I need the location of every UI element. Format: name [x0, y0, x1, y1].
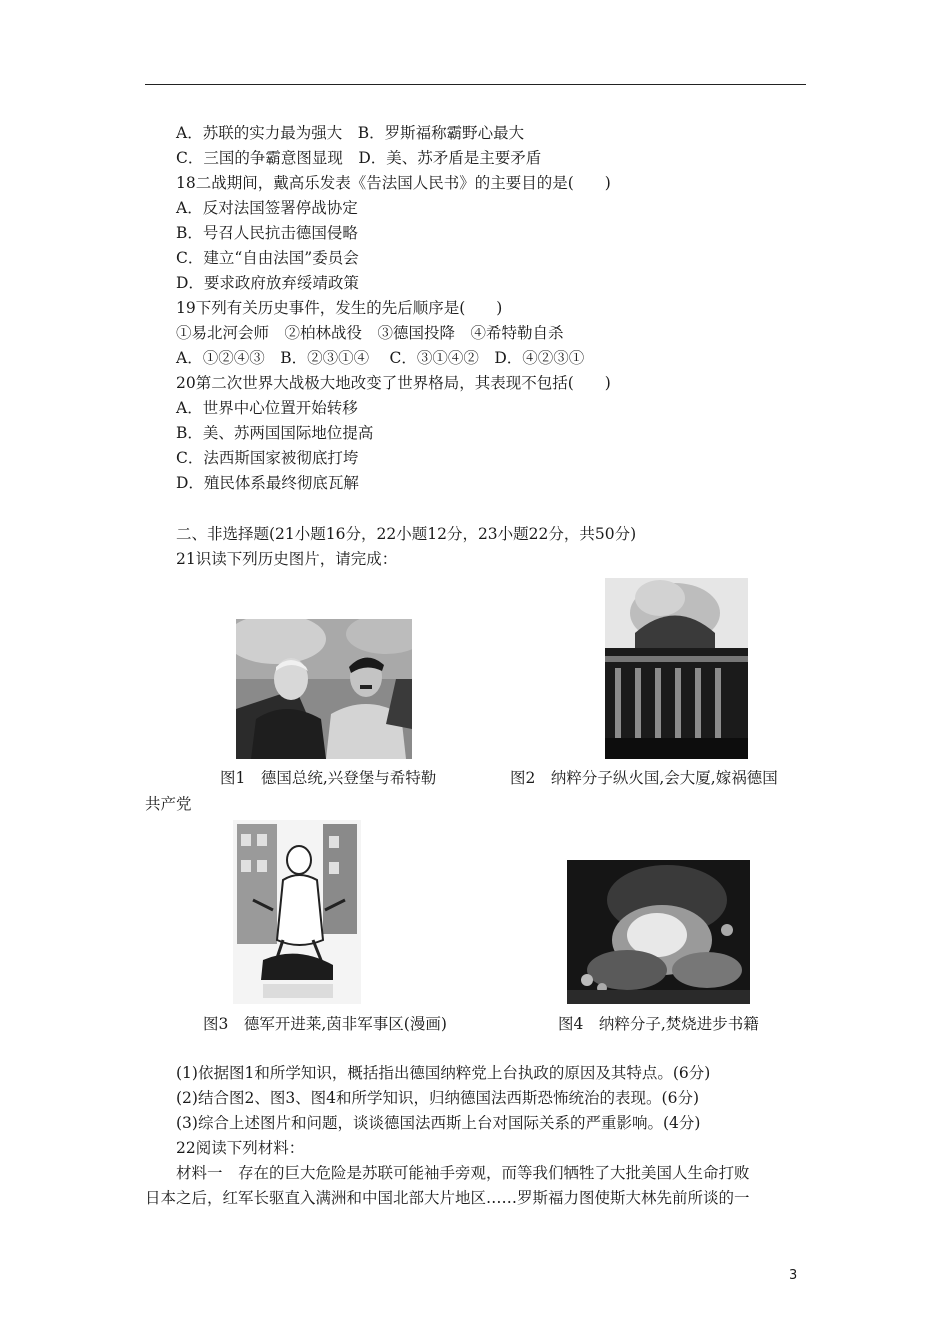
q21-sub1: (1)依据图1和所学知识，概括指出德国纳粹党上台执政的原因及其特点。(6分): [176, 1064, 711, 1082]
q21-sub3: (3)综合上述图片和问题，谈谈德国法西斯上台对国际关系的严重影响。(4分): [176, 1114, 701, 1132]
q17-options-line1: A．苏联的实力最为强大 B．罗斯福称霸野心最大: [176, 124, 525, 142]
q18-option-c: C．建立“自由法国”委员会: [176, 249, 359, 267]
figure-4-caption: 图4 纳粹分子,焚烧进步书籍: [558, 1015, 759, 1033]
q22-stem: 22阅读下列材料：: [176, 1139, 305, 1157]
q18-option-d: D．要求政府放弃绥靖政策: [176, 274, 359, 292]
q19-stem: 19下列有关历史事件，发生的先后顺序是( ): [176, 299, 503, 317]
q19-events: ①易北河会师 ②柏林战役 ③德国投降 ④希特勒自杀: [176, 324, 564, 342]
q22-material1-line2: 日本之后，红军长驱直入满洲和中国北部大片地区……罗斯福力图使斯大林先前所谈的一: [145, 1189, 750, 1207]
q18-stem: 18二战期间，戴高乐发表《告法国人民书》的主要目的是( ): [176, 174, 611, 192]
page-number: 3: [789, 1268, 798, 1283]
figure-2-photo: [605, 578, 748, 759]
figure-1-photo: [236, 619, 412, 759]
q20-option-a: A．世界中心位置开始转移: [176, 399, 358, 417]
figure-1-caption: 图1 德国总统,兴登堡与希特勒: [220, 769, 437, 787]
q19-options: A．①②④③ B．②③①④ C．③①④② D．④②③①: [176, 349, 585, 367]
section2-heading: 二、非选择题(21小题16分，22小题12分，23小题22分，共50分): [176, 525, 637, 543]
q20-option-b: B．美、苏两国国际地位提高: [176, 424, 374, 442]
q17-options-line2: C．三国的争霸意图显现 D．美、苏矛盾是主要矛盾: [176, 149, 542, 167]
q20-option-c: C．法西斯国家被彻底打垮: [176, 449, 359, 467]
figure-3-cartoon: [233, 820, 361, 1004]
q18-option-b: B．号召人民抗击德国侵略: [176, 224, 358, 242]
figure-2-caption: 图2 纳粹分子纵火国,会大厦,嫁祸德国: [510, 769, 778, 787]
q20-option-d: D．殖民体系最终彻底瓦解: [176, 474, 359, 492]
figure-3-caption: 图3 德军开进莱,茵非军事区(漫画): [203, 1015, 447, 1033]
q21-stem: 21识读下列历史图片，请完成：: [176, 550, 398, 568]
q21-sub2: (2)结合图2、图3、图4和所学知识，归纳德国法西斯恐怖统治的表现。(6分): [176, 1089, 699, 1107]
figure-4-photo: [567, 860, 750, 1004]
header-rule: [145, 84, 806, 85]
q20-stem: 20第二次世界大战极大地改变了世界格局，其表现不包括( ): [176, 374, 611, 392]
q18-option-a: A．反对法国签署停战协定: [176, 199, 358, 217]
figure-2-caption-continued: 共产党: [145, 795, 192, 813]
q22-material1-line1: 材料一 存在的巨大危险是苏联可能袖手旁观，而等我们牺牲了大批美国人生命打败: [176, 1164, 750, 1182]
